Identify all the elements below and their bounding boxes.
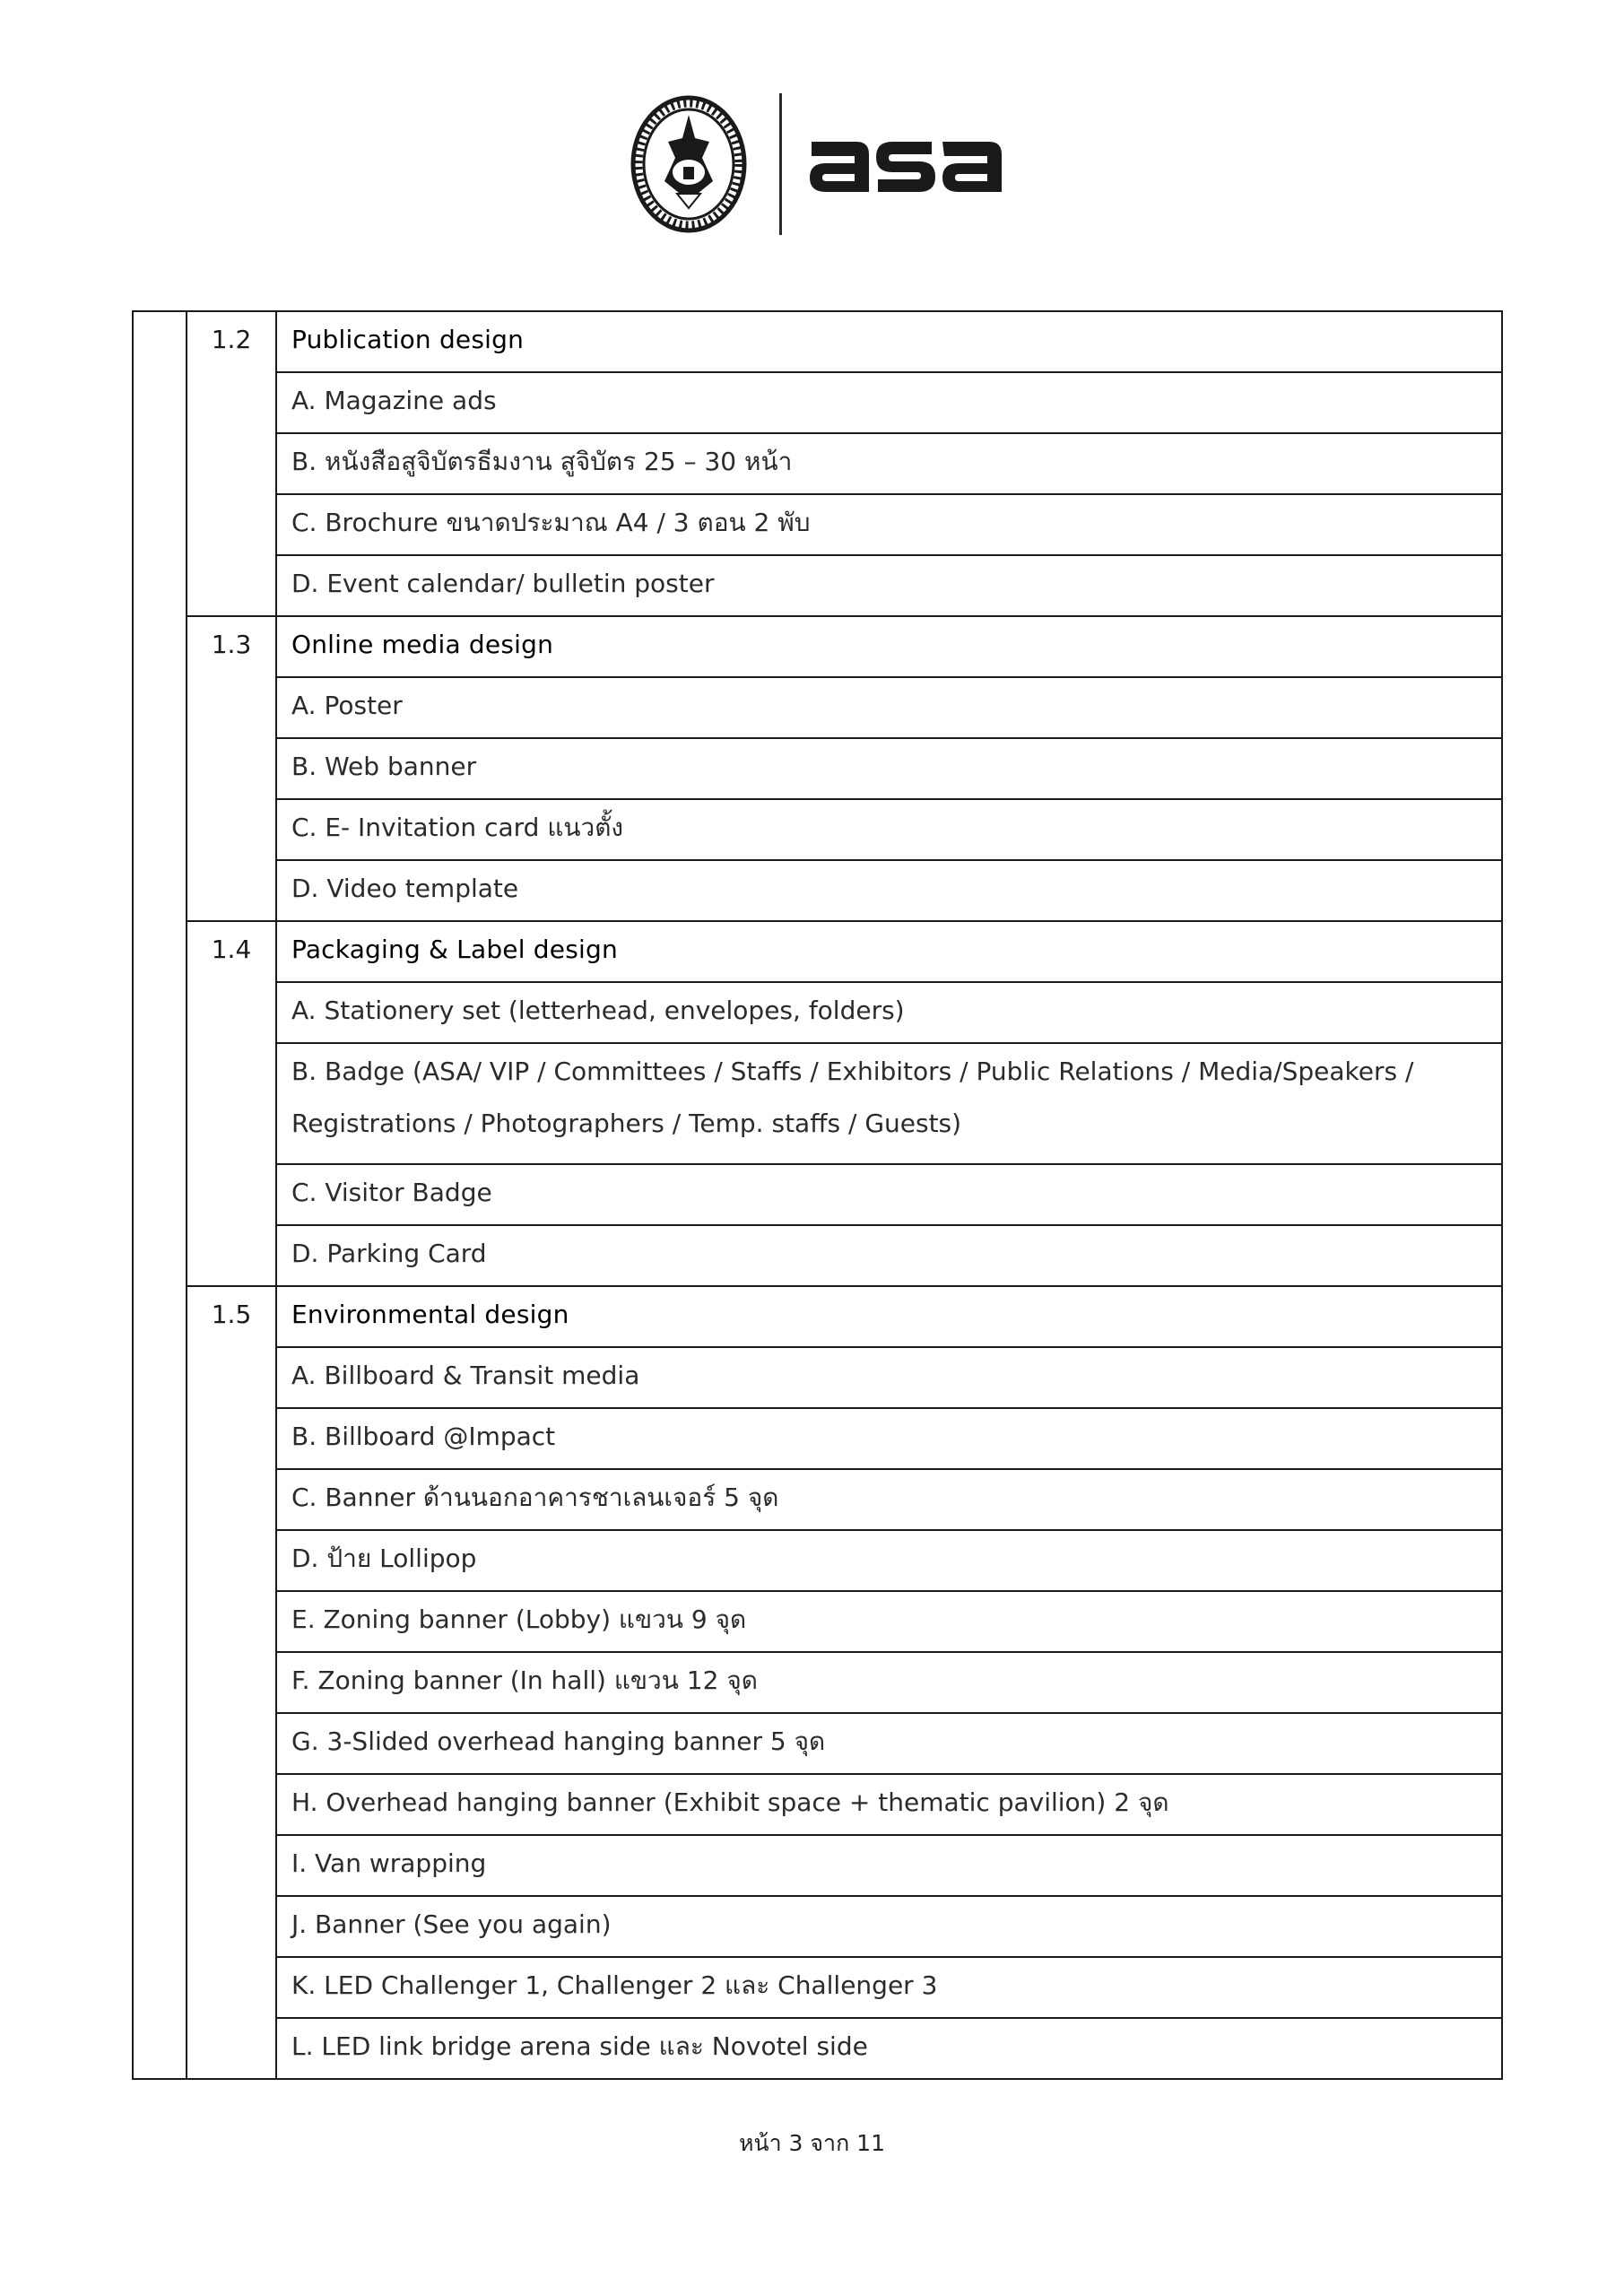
section-number: 1.5 — [187, 1286, 276, 2079]
asa-wordmark-logo — [806, 126, 1007, 201]
list-item: I. Van wrapping — [276, 1835, 1502, 1896]
list-item: C. Brochure ขนาดประมาณ A4 / 3 ตอน 2 พับ — [276, 494, 1502, 555]
section-title: Environmental design — [276, 1286, 1502, 1347]
table-row — [133, 1652, 1502, 1713]
list-item: B. Badge (ASA/ VIP / Committees / Staffs / Exhibitors / Public Relations / Media/Speakers / Registrations / Photographers / Temp. staffs / Guests) — [276, 1043, 1502, 1164]
table-row — [133, 1043, 1502, 1164]
section-title: Publication design — [276, 311, 1502, 372]
deliverables-table — [132, 310, 1503, 2080]
list-item: C. E- Invitation card แนวตั้ง — [276, 799, 1502, 860]
table-row — [133, 1774, 1502, 1835]
list-item: H. Overhead hanging banner (Exhibit space + thematic pavilion) 2 จุด — [276, 1774, 1502, 1835]
table-row — [133, 555, 1502, 616]
list-item: G. 3-Slided overhead hanging banner 5 จุด — [276, 1713, 1502, 1774]
table-row — [133, 494, 1502, 555]
table-row — [133, 1957, 1502, 2018]
header-logos — [630, 93, 1007, 237]
list-item: B. หนังสือสูจิบัตรธีมงาน สูจิบัตร 25 – 30 หน้า — [276, 433, 1502, 494]
table-row — [133, 1469, 1502, 1530]
table-row — [133, 860, 1502, 921]
list-item: K. LED Challenger 1, Challenger 2 และ Challenger 3 — [276, 1957, 1502, 2018]
table-row — [133, 1225, 1502, 1286]
list-item: D. Event calendar/ bulletin poster — [276, 555, 1502, 616]
list-item: L. LED link bridge arena side และ Novotel side — [276, 2018, 1502, 2079]
table-row — [133, 433, 1502, 494]
list-item: B. Billboard @Impact — [276, 1408, 1502, 1469]
section-row — [133, 921, 1502, 982]
list-item: A. Magazine ads — [276, 372, 1502, 433]
list-item: A. Stationery set (letterhead, envelopes, folders) — [276, 982, 1502, 1043]
section-number: 1.4 — [187, 921, 276, 1286]
table-row — [133, 738, 1502, 799]
table-row — [133, 2018, 1502, 2079]
list-item: E. Zoning banner (Lobby) แขวน 9 จุด — [276, 1591, 1502, 1652]
section-title: Packaging & Label design — [276, 921, 1502, 982]
blank-left-column — [133, 311, 187, 2079]
table-row — [133, 1347, 1502, 1408]
table-row — [133, 1591, 1502, 1652]
list-item: B. Web banner — [276, 738, 1502, 799]
page-number: หน้า 3 จาก 11 — [739, 2130, 885, 2156]
list-item: D. ป้าย Lollipop — [276, 1530, 1502, 1591]
section-number: 1.3 — [187, 616, 276, 921]
list-item: J. Banner (See you again) — [276, 1896, 1502, 1957]
table-row — [133, 1164, 1502, 1225]
list-item: C. Visitor Badge — [276, 1164, 1502, 1225]
table-row — [133, 1835, 1502, 1896]
section-row — [133, 311, 1502, 372]
table-row — [133, 372, 1502, 433]
table-row — [133, 799, 1502, 860]
table-row — [133, 1713, 1502, 1774]
table-row — [133, 982, 1502, 1043]
section-row — [133, 1286, 1502, 1347]
table-row — [133, 677, 1502, 738]
list-item: F. Zoning banner (In hall) แขวน 12 จุด — [276, 1652, 1502, 1713]
list-item: A. Poster — [276, 677, 1502, 738]
table-row — [133, 1408, 1502, 1469]
table-row — [133, 1530, 1502, 1591]
section-title: Online media design — [276, 616, 1502, 677]
list-item: C. Banner ด้านนอกอาคารชาเลนเจอร์ 5 จุด — [276, 1469, 1502, 1530]
asa-seal-logo — [630, 95, 747, 233]
list-item: D. Video template — [276, 860, 1502, 921]
section-number: 1.2 — [187, 311, 276, 616]
list-item: A. Billboard & Transit media — [276, 1347, 1502, 1408]
list-item: D. Parking Card — [276, 1225, 1502, 1286]
table-row — [133, 1896, 1502, 1957]
logo-divider — [779, 93, 782, 235]
section-row — [133, 616, 1502, 677]
